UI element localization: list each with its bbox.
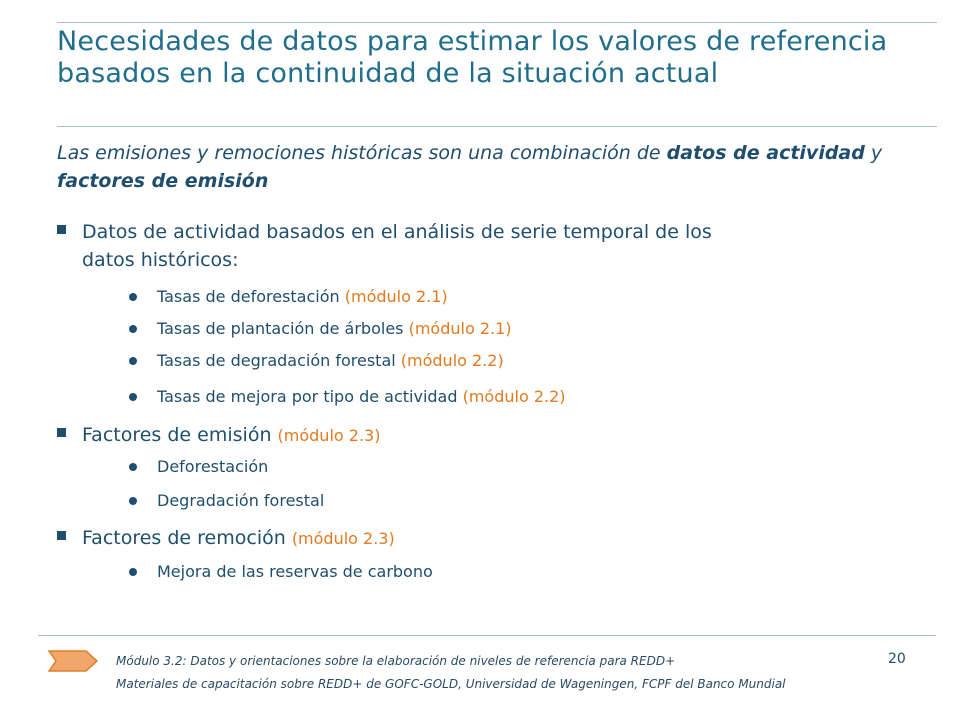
footer-rule: [38, 635, 936, 636]
intro-text: [57, 139, 927, 195]
sub-bullet-text: Mejora de las reservas de carbono: [157, 562, 433, 581]
bullet-text-line1: Datos de actividad basados en el análisis de serie temporal de los: [82, 221, 712, 243]
sub-bullet-text: Degradación forestal: [157, 491, 325, 510]
slide-title: [57, 26, 937, 90]
slide-title-line2: basados en la continuidad de la situación actual: [57, 58, 719, 89]
title-underline: [57, 126, 937, 127]
footer-module-title: Módulo 3.2: Datos y orientaciones sobre la elaboración de niveles de referencia para REDD+: [116, 654, 676, 668]
square-bullet-icon: [57, 531, 66, 540]
sub-bullet-text: Tasas de deforestación: [157, 287, 345, 306]
dot-bullet-icon: [129, 393, 137, 401]
dot-bullet-icon: [129, 357, 137, 365]
sub-bullet-text: Tasas de plantación de árboles: [157, 319, 409, 338]
footer-credits: Materiales de capacitación sobre REDD+ de GOFC-GOLD, Universidad de Wageningen, FCPF del Banco Mundial: [116, 677, 786, 691]
module-reference: (módulo 2.3): [291, 529, 395, 548]
intro-bold-datos: datos de actividad: [666, 142, 865, 164]
dot-bullet-icon: [129, 325, 137, 333]
intro-part1: Las emisiones y remociones históricas son una combinación de: [57, 142, 667, 164]
bullet-text-line2: datos históricos:: [82, 249, 239, 271]
bullet-text: Factores de emisión: [82, 424, 278, 446]
module-reference: (módulo 2.1): [408, 319, 512, 338]
square-bullet-icon: [57, 225, 66, 234]
module-reference: (módulo 2.1): [344, 287, 448, 306]
arrow-tag-icon: [46, 648, 100, 674]
sub-bullet-text: Tasas de degradación forestal: [157, 351, 401, 370]
intro-part2: y: [864, 142, 883, 164]
dot-bullet-icon: [129, 293, 137, 301]
square-bullet-icon: [57, 428, 66, 437]
dot-bullet-icon: [129, 497, 137, 505]
module-reference: (módulo 2.2): [462, 387, 566, 406]
sub-bullet-text: Tasas de mejora por tipo de actividad: [157, 387, 463, 406]
intro-bold-factores: factores de emisión: [57, 170, 269, 192]
dot-bullet-icon: [129, 463, 137, 471]
page-number: 20: [888, 651, 906, 667]
bullet-text: [82, 218, 902, 274]
slide-title-line1: Necesidades de datos para estimar los valores de referencia: [57, 26, 888, 57]
sub-bullet-text: Deforestación: [157, 457, 269, 476]
bullet-text: Factores de remoción: [82, 527, 292, 549]
module-reference: (módulo 2.2): [400, 351, 504, 370]
dot-bullet-icon: [129, 568, 137, 576]
module-reference: (módulo 2.3): [277, 426, 381, 445]
top-rule: [57, 22, 937, 23]
